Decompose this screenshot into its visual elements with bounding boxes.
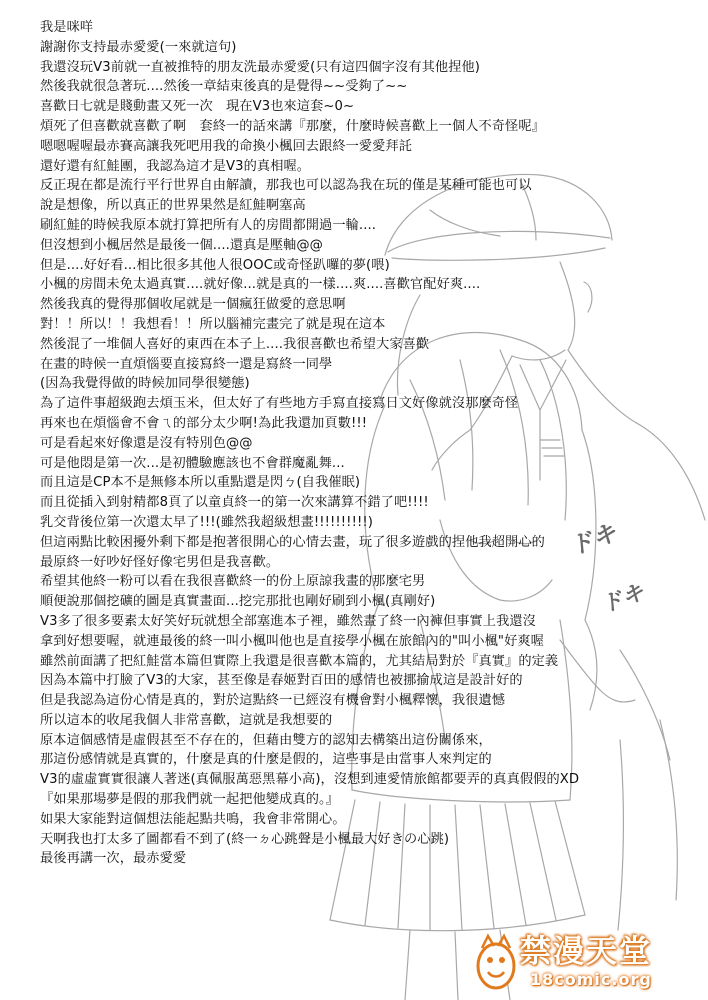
text-line: 而且從插入到射精都8頁了以童貞終一的第一次來講算不錯了吧!!!! xyxy=(40,495,429,511)
text-line: 可是看起來好像還是沒有特別色@@ xyxy=(40,435,253,451)
text-line: 希望其他終一粉可以看在我很喜歡終一的份上原諒我畫的那麼宅男 xyxy=(40,574,426,590)
text-line: V3的虛虛實實很讓人著迷(真佩服萬惡黑幕小高)，沒想到連愛情旅館都要弄的真真假假的XD xyxy=(40,772,580,788)
text-line: 可是他悶是第一次...是初體驗應該也不會群魔亂舞... xyxy=(40,455,345,471)
text-line: 但沒想到小楓居然是最後一個....還真是壓軸@@ xyxy=(40,237,323,253)
text-line: 因為本篇中打臉了V3的大家，甚至像是春姬對百田的感情也被挪揄成這是設計好的 xyxy=(40,673,523,689)
afterword-text xyxy=(40,18,690,869)
text-line: 但這兩點比較困擾外剩下都是抱著很開心的心情去畫，玩了很多遊戲的捏他我超開心的 xyxy=(40,534,545,550)
text-line: 最原終一好吵好怪好像宅男但是我喜歡。 xyxy=(40,554,280,570)
text-line: 最後再講一次，最赤愛愛 xyxy=(40,851,187,867)
text-line: 如果大家能對這個想法能起點共鳴，我會非常開心。 xyxy=(40,811,346,827)
text-line: 我是咪咩 xyxy=(40,20,94,35)
text-line: 原本這個感情是虛假甚至不存在的，但藉由雙方的認知去構築出這份關係來， xyxy=(40,732,492,748)
text-line: 所以這本的收尾我個人非常喜歡，這就是我想要的 xyxy=(40,712,333,728)
text-line: 乳交背後位第一次還太早了!!!(雖然我超級想畫!!!!!!!!!!) xyxy=(40,514,373,530)
watermark-logo-icon xyxy=(472,930,520,992)
text-line: 『如果那場夢是假的那我們就一起把他變成真的。』 xyxy=(40,792,340,808)
text-line: 但是我認為這份心情是真的，對於這點終一已經沒有機會對小楓釋懷，我很遺憾 xyxy=(40,693,506,709)
text-line: 還好還有紅鮭團，我認為這才是V3的真相喔。 xyxy=(40,158,311,174)
text-line: 小楓的房間未免太過真實....就好像...就是真的一樣....爽....喜歡官配好爽.... xyxy=(40,277,481,293)
text-line: 但是....好好看...相比很多其他人很OOC或奇怪趴囉的夢(喂) xyxy=(40,257,390,273)
sfx-doki-1: ドキ xyxy=(565,518,621,562)
text-line: 那這份感情就是真實的，什麼是真的什麼是假的，這些事是由當事人來判定的 xyxy=(40,752,492,768)
text-line: 天啊我也打太多了圖都看不到了(終一ㄉ心跳聲是小楓最大好きの心跳) xyxy=(40,831,450,847)
text-line: 而且這是CP本不是無修本所以重點還是閃ㄅ(自我催眠) xyxy=(40,475,361,491)
sfx-doki-2: ドキ xyxy=(597,580,648,619)
text-line: 然後我真的覺得那個收尾就是一個瘋狂做愛的意思啊 xyxy=(40,297,346,313)
text-line: 為了這件事超級跑去煩玉米，但太好了有些地方手寫直接寫日文好像就沒那麼奇怪 xyxy=(40,396,519,412)
text-line: 說是想像，所以真正的世界果然是紅鮭啊塞高 xyxy=(40,198,306,214)
text-line: 雖然前面講了把紅鮭當本篇但實際上我還是很喜歡本篇的，尤其結局對於『真實』的定義 xyxy=(40,653,559,669)
text-line: 拿到好想要喔，就連最後的終一叫小楓叫他也是直接學小楓在旅館內的"叫小楓"好爽喔 xyxy=(40,633,544,649)
watermark-url: 18comic.org xyxy=(530,970,652,989)
text-line: 刷紅鮭的時候我原本就打算把所有人的房間都開過一輪.... xyxy=(40,217,377,233)
text-line: 然後我就很急著玩....然後一章結束後真的是覺得~~受夠了~~ xyxy=(40,79,408,95)
text-line: 對！！所以！！我想看！！所以腦補完畫完了就是現在這本 xyxy=(40,316,386,332)
text-line: 我還沒玩V3前就一直被推特的朋友洗最赤愛愛(只有這四個字沒有其他捏他) xyxy=(40,59,481,75)
text-line: 喜歡日七就是賤動畫又死一次 現在V3也來這套~0~ xyxy=(40,99,355,115)
site-watermark xyxy=(472,924,708,1000)
text-line: 順便說那個挖礦的圖是真實畫面...挖完那批也剛好刷到小楓(真剛好) xyxy=(40,594,436,610)
text-line: V3多了很多要素太好笑好玩就想全部塞進本子裡，雖然畫了終一內褲但事實上我還沒 xyxy=(40,613,536,629)
text-line: 謝謝你支持最赤愛愛(一來就這句) xyxy=(40,39,237,55)
text-line: 反正現在都是流行平行世界自由解讀，那我也可以認為我在玩的僅是某種可能也可以 xyxy=(40,178,532,194)
text-line: 然後混了一堆個人喜好的東西在本子上....我很喜歡也希望大家喜歡 xyxy=(40,336,430,352)
text-line: 煩死了但喜歡就喜歡了啊 套終一的話來講『那麼，什麼時候喜歡上一個人不奇怪呢』 xyxy=(40,118,545,134)
text-line: 嗯嗯喔喔最赤賽高讓我死吧用我的命換小楓回去跟終一愛愛拜託 xyxy=(40,138,413,154)
watermark-title: 禁漫天堂 xyxy=(520,934,652,970)
text-line: (因為我覺得做的時候加同學很變態) xyxy=(40,376,250,392)
text-line: 再來也在煩惱會不會ㄟ的部分太少啊!為此我還加頁數!!! xyxy=(40,415,368,431)
text-line: 在畫的時候一直煩惱要直接寫終一還是寫終一同學 xyxy=(40,356,333,372)
